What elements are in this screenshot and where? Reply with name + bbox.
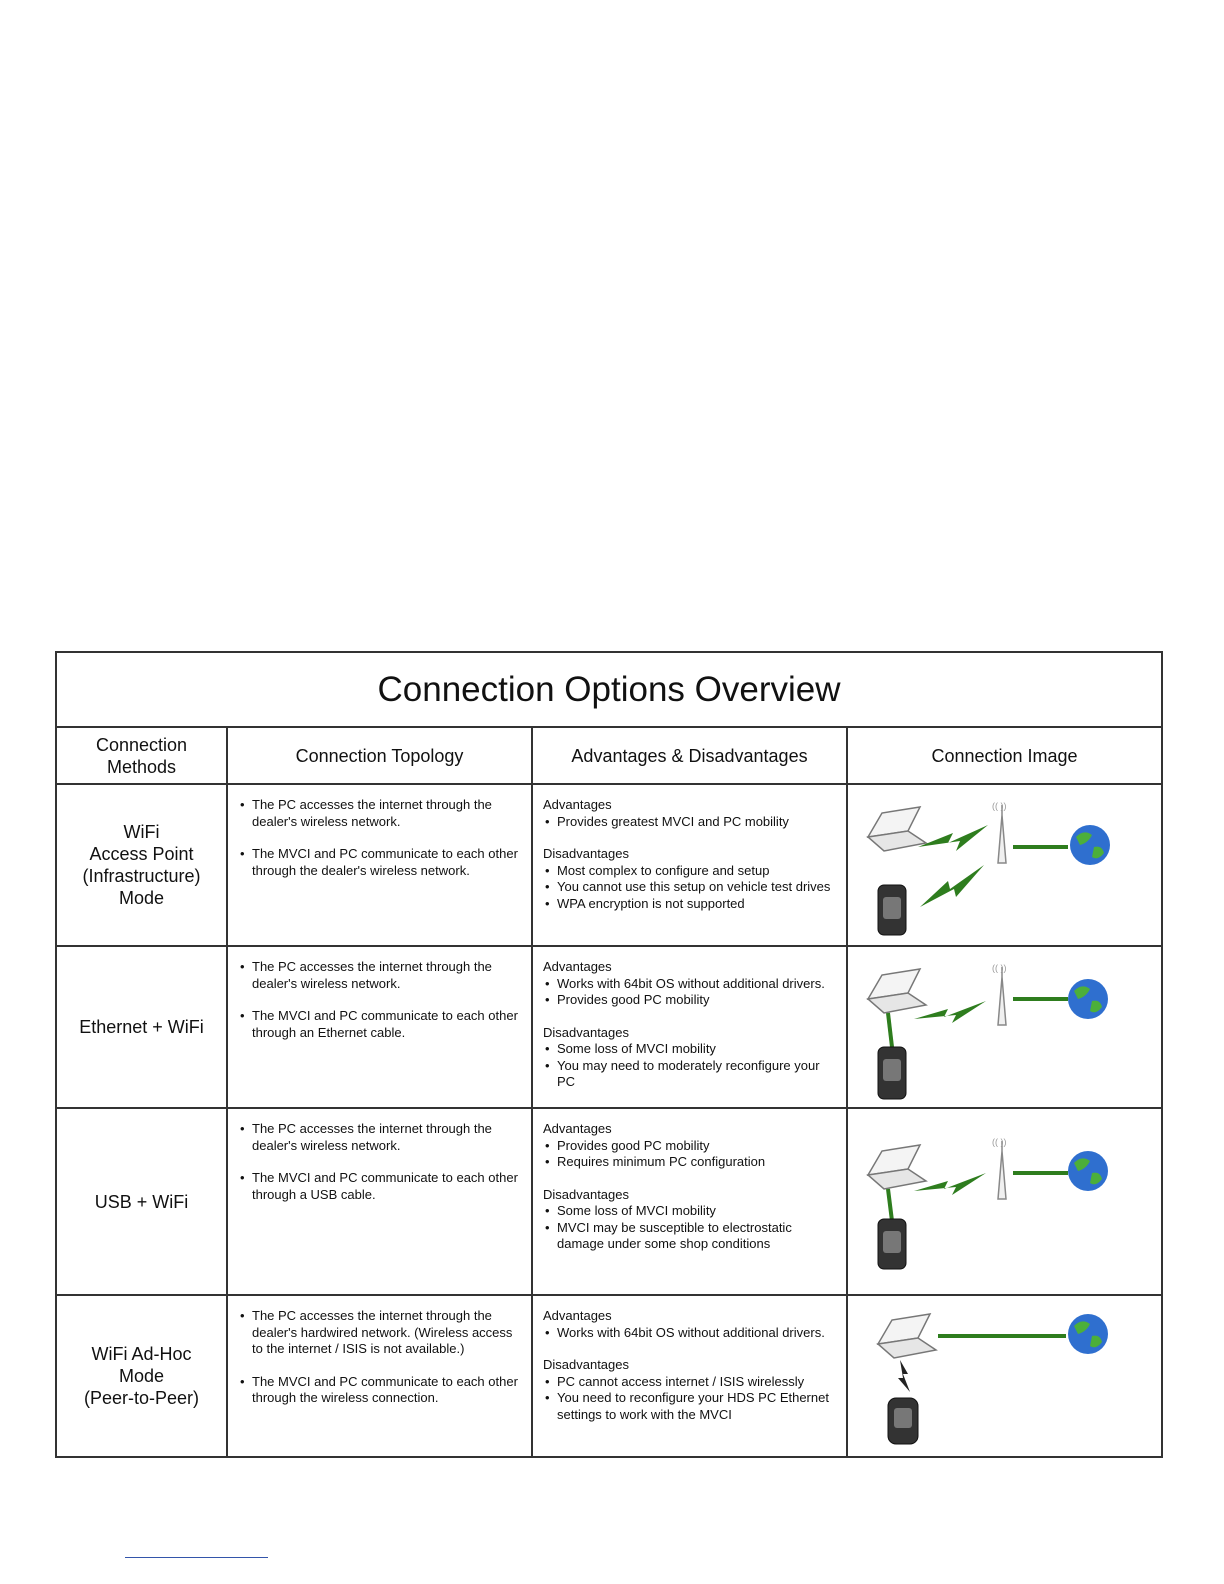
disadvantage-item: • WPA encryption is not supported — [543, 896, 838, 913]
header-image: Connection Image — [847, 727, 1162, 784]
method-line: (Peer-to-Peer) — [83, 1388, 200, 1408]
laptop-icon — [868, 969, 926, 1013]
header-methods — [56, 727, 227, 784]
svg-text:(( )): (( )) — [992, 801, 1007, 811]
method-line: WiFi — [123, 822, 160, 842]
method-cell — [56, 1295, 227, 1457]
mvci-device-icon — [878, 1047, 906, 1099]
access-point-icon — [992, 963, 1007, 1025]
disadvantages-label: Disadvantages — [543, 846, 629, 861]
header-advdis: Advantages & Disadvantages — [532, 727, 847, 784]
table-row — [56, 784, 1162, 946]
topology-item: • The PC accesses the internet through the dealer's wireless network. — [238, 797, 523, 830]
wifi-adhoc-diagram — [848, 1296, 1159, 1456]
method-line: (Infrastructure) — [82, 866, 201, 886]
advantage-item: • Provides greatest MVCI and PC mobility — [543, 814, 838, 831]
usb-wifi-diagram — [848, 1109, 1159, 1294]
svg-text:(( )): (( )) — [992, 963, 1007, 973]
svg-text:(( )): (( )) — [992, 1137, 1007, 1147]
advantages-label: Advantages — [543, 1308, 612, 1323]
access-point-icon — [992, 1137, 1007, 1199]
disadvantages-label: Disadvantages — [543, 1024, 629, 1040]
topology-item: • The PC accesses the internet through the dealer's wireless network. — [238, 1121, 523, 1154]
header-methods-label: Connection Methods — [95, 734, 188, 777]
topology-cell — [227, 784, 532, 946]
disadvantage-item: • You cannot use this setup on vehicle test drives — [543, 879, 838, 896]
method-line: Mode — [118, 888, 165, 908]
footer-rule — [125, 1557, 268, 1558]
advdis-cell — [532, 1295, 847, 1457]
wireless-bolt-icon — [920, 865, 984, 907]
ethernet-cable-line — [888, 1013, 892, 1047]
globe-icon — [1070, 825, 1110, 865]
method-cell — [56, 1108, 227, 1295]
method-line: USB + WiFi — [94, 1191, 189, 1212]
disadvantage-item: • You may need to moderately reconfigure your PC — [543, 1058, 838, 1091]
advantage-item: • Works with 64bit OS without additional drivers. — [543, 1325, 838, 1342]
disadvantage-item: • PC cannot access internet / ISIS wirelessly — [543, 1374, 838, 1391]
table-title: Connection Options Overview — [56, 652, 1162, 727]
advantage-item: • Provides good PC mobility — [543, 1138, 838, 1155]
disadvantages-label: Disadvantages — [543, 1357, 629, 1372]
advantage-item: • Works with 64bit OS without additional drivers. — [543, 976, 838, 993]
connection-image-cell — [847, 1108, 1162, 1295]
method-line: WiFi Ad-Hoc — [91, 1344, 192, 1364]
method-cell — [56, 946, 227, 1108]
topology-item: • The PC accesses the internet through the dealer's wireless network. — [238, 959, 523, 992]
disadvantage-item: • You need to reconfigure your HDS PC Ethernet settings to work with the MVCI — [543, 1390, 838, 1423]
laptop-icon — [868, 1145, 926, 1189]
disadvantages-label: Disadvantages — [543, 1186, 629, 1202]
globe-icon — [1068, 1314, 1108, 1354]
wifi-access-point-diagram — [848, 785, 1159, 945]
topology-item: • The MVCI and PC communicate to each other through a USB cable. — [238, 1170, 523, 1203]
connection-image-cell — [847, 946, 1162, 1108]
disadvantage-item: • Some loss of MVCI mobility — [543, 1041, 838, 1058]
laptop-icon — [878, 1314, 936, 1358]
mvci-device-icon — [878, 1219, 906, 1269]
mvci-device-icon — [888, 1398, 918, 1444]
topology-cell — [227, 1295, 532, 1457]
disadvantage-item: • MVCI may be susceptible to electrostatic damage under some shop conditions — [543, 1220, 838, 1253]
advantages-label: Advantages — [543, 959, 612, 974]
laptop-icon — [868, 807, 926, 851]
connection-image-cell — [847, 1295, 1162, 1457]
table-row — [56, 1108, 1162, 1295]
disadvantage-item: • Some loss of MVCI mobility — [543, 1203, 838, 1220]
topology-item: • The MVCI and PC communicate to each other through an Ethernet cable. — [238, 1008, 523, 1041]
connection-options-table — [55, 651, 1163, 1458]
advantages-label: Advantages — [543, 1121, 612, 1136]
topology-cell — [227, 1108, 532, 1295]
wireless-bolt-icon — [898, 1360, 910, 1392]
globe-icon — [1068, 979, 1108, 1019]
topology-item: • The MVCI and PC communicate to each other through the wireless connection. — [238, 1374, 523, 1407]
advantage-item: • Requires minimum PC configuration — [543, 1154, 838, 1171]
table-row — [56, 1295, 1162, 1457]
usb-cable-line — [888, 1189, 892, 1221]
wireless-bolt-icon — [918, 825, 988, 851]
table-row — [56, 946, 1162, 1108]
method-line: Mode — [118, 1366, 165, 1386]
method-line: Access Point — [89, 844, 194, 864]
header-topology: Connection Topology — [227, 727, 532, 784]
advantages-label: Advantages — [543, 797, 612, 812]
wireless-bolt-icon — [914, 1173, 986, 1195]
topology-item: • The PC accesses the internet through the dealer's hardwired network. (Wireless access to the internet / ISIS is not available.) — [238, 1308, 523, 1358]
advdis-cell — [532, 1108, 847, 1295]
ethernet-wifi-diagram — [848, 947, 1159, 1107]
mvci-device-icon — [878, 885, 906, 935]
topology-cell — [227, 946, 532, 1108]
advantage-item: • Provides good PC mobility — [543, 992, 838, 1009]
method-line: Ethernet + WiFi — [79, 1017, 204, 1037]
access-point-icon — [992, 801, 1007, 863]
advdis-cell — [532, 784, 847, 946]
connection-image-cell — [847, 784, 1162, 946]
topology-item: • The MVCI and PC communicate to each other through the dealer's wireless network. — [238, 846, 523, 879]
method-cell — [56, 784, 227, 946]
disadvantage-item: • Most complex to configure and setup — [543, 863, 838, 880]
globe-icon — [1068, 1151, 1108, 1191]
advdis-cell — [532, 946, 847, 1108]
